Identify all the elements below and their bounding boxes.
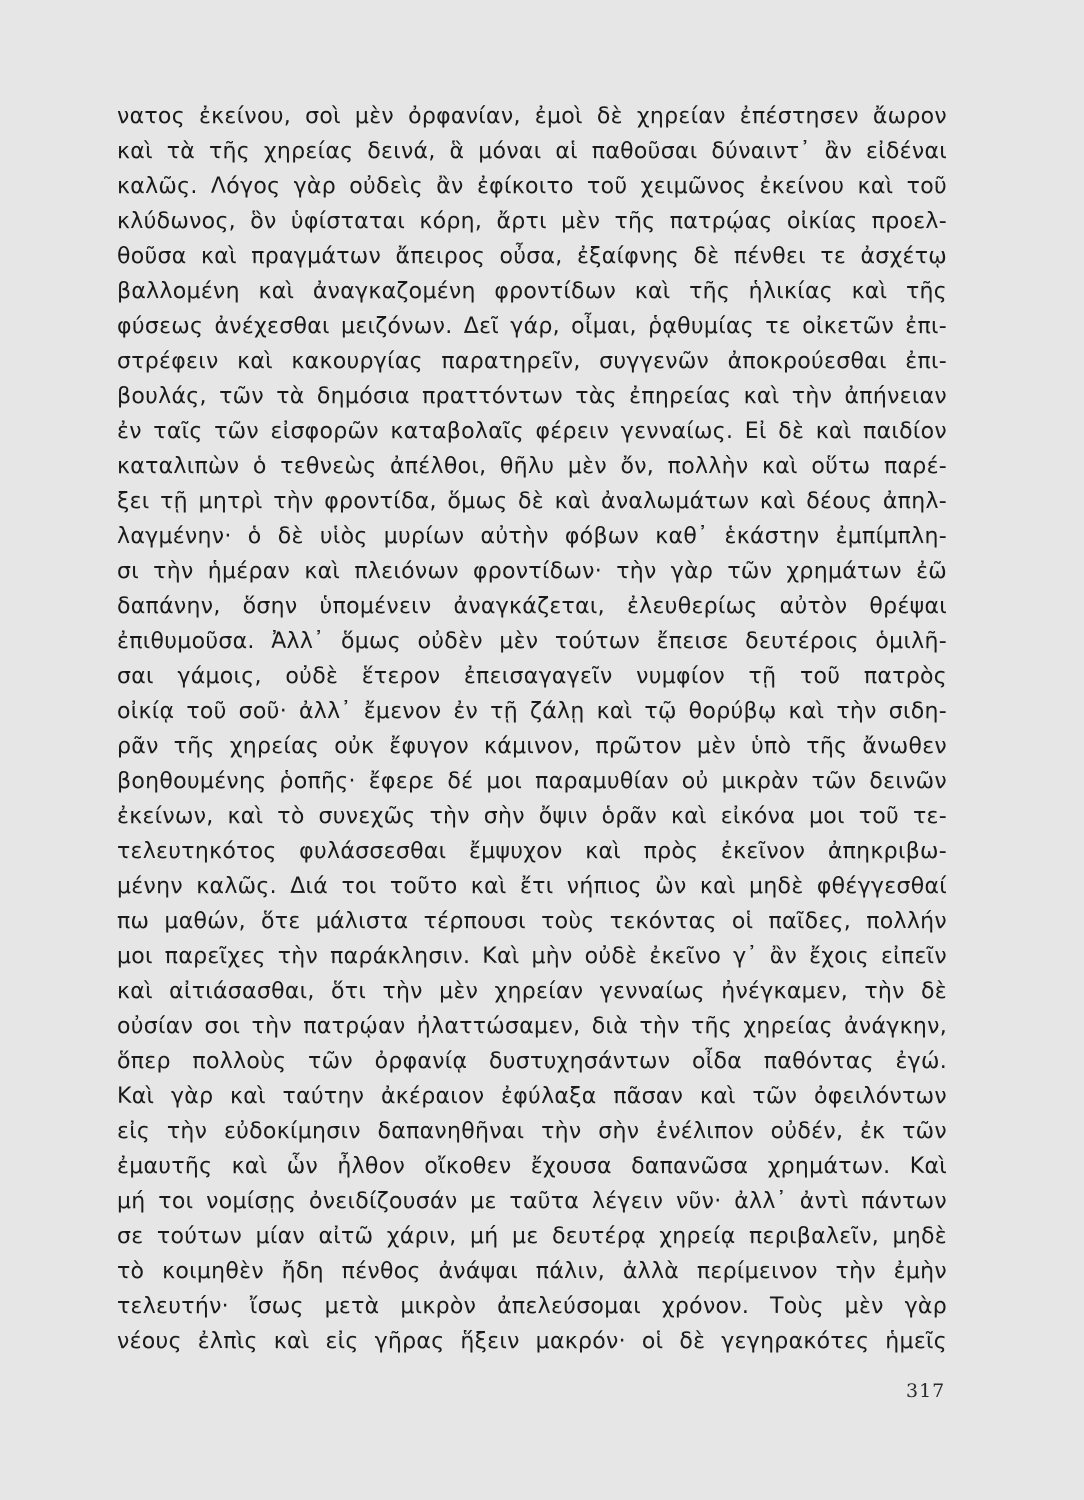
text-line: καὶ αἰτιάσασθαι, ὅτι τὴν μὲν χηρείαν γενναίως ἠνέγκαμεν, τὴν δὲ	[117, 979, 947, 1004]
text-line: νέους ἐλπὶς καὶ εἰς γῆρας ἥξειν μακρόν· οἱ δὲ γεγηρακότες ἡμεῖς	[117, 1329, 947, 1354]
text-line: ὅπερ πολλοὺς τῶν ὀρφανίᾳ δυστυχησάντων οἶδα παθόντας ἐγώ.	[117, 1049, 947, 1074]
text-line: καλῶς. Λόγος γὰρ οὐδεὶς ἂν ἐφίκοιτο τοῦ χειμῶνος ἐκείνου καὶ τοῦ	[117, 174, 947, 199]
text-line: οἰκίᾳ τοῦ σοῦ· ἀλλ᾽ ἔμενον ἐν τῇ ζάλῃ καὶ τῷ θορύβῳ καὶ τὴν σιδη-	[117, 699, 947, 724]
text-line: φύσεως ἀνέχεσθαι μειζόνων. Δεῖ γάρ, οἶμαι, ῥᾳθυμίας τε οἰκετῶν ἐπι-	[117, 314, 947, 339]
text-line: μένην καλῶς. Διά τοι τοῦτο καὶ ἔτι νήπιος ὢν καὶ μηδὲ φθέγγεσθαί	[117, 874, 947, 899]
text-line: τελευτήν· ἴσως μετὰ μικρὸν ἀπελεύσομαι χρόνον. Τοὺς μὲν γὰρ	[117, 1294, 947, 1319]
text-line: νατος ἐκείνου, σοὶ μὲν ὀρφανίαν, ἐμοὶ δὲ χηρείαν ἐπέστησεν ἄωρον	[117, 104, 947, 129]
text-line: μή τοι νομίσῃς ὀνειδίζουσάν με ταῦτα λέγειν νῦν· ἀλλ᾽ ἀντὶ πάντων	[117, 1189, 947, 1214]
text-line: ρᾶν τῆς χηρείας οὐκ ἔφυγον κάμινον, πρῶτον μὲν ὑπὸ τῆς ἄνωθεν	[117, 734, 947, 759]
text-line: οὐσίαν σοι τὴν πατρῴαν ἠλαττώσαμεν, διὰ τὴν τῆς χηρείας ἀνάγκην,	[117, 1014, 947, 1039]
text-line: κλύδωνος, ὃν ὑφίσταται κόρη, ἄρτι μὲν τῆς πατρῴας οἰκίας προελ-	[117, 209, 947, 234]
text-line: ἐμαυτῆς καὶ ὧν ἦλθον οἴκοθεν ἔχουσα δαπανῶσα χρημάτων. Καὶ	[117, 1154, 947, 1179]
text-line: στρέφειν καὶ κακουργίας παρατηρεῖν, συγγενῶν ἀποκρούεσθαι ἐπι-	[117, 349, 947, 374]
text-line: δαπάνην, ὅσην ὑπομένειν ἀναγκάζεται, ἐλευθερίως αὐτὸν θρέψαι	[117, 594, 947, 619]
text-line: σι τὴν ἡμέραν καὶ πλειόνων φροντίδων· τὴν γὰρ τῶν χρημάτων ἐῶ	[117, 559, 947, 584]
text-line: σε τούτων μίαν αἰτῶ χάριν, μή με δευτέρᾳ χηρείᾳ περιβαλεῖν, μηδὲ	[117, 1224, 947, 1249]
text-line: ἐκείνων, καὶ τὸ συνεχῶς τὴν σὴν ὄψιν ὁρᾶν καὶ εἰκόνα μοι τοῦ τε-	[117, 804, 947, 829]
text-line: θοῦσα καὶ πραγμάτων ἄπειρος οὖσα, ἐξαίφνης δὲ πένθει τε ἀσχέτῳ	[117, 244, 947, 269]
text-line: ξει τῇ μητρὶ τὴν φροντίδα, ὅμως δὲ καὶ ἀναλωμάτων καὶ δέους ἀπηλ-	[117, 489, 947, 514]
text-line: βουλάς, τῶν τὰ δημόσια πραττόντων τὰς ἐπηρείας καὶ τὴν ἀπήνειαν	[117, 384, 947, 409]
text-line: καταλιπὼν ὁ τεθνεὼς ἀπέλθοι, θῆλυ μὲν ὄν, πολλὴν καὶ οὕτω παρέ-	[117, 454, 947, 479]
text-line: σαι γάμοις, οὐδὲ ἕτερον ἐπεισαγαγεῖν νυμφίον τῇ τοῦ πατρὸς	[117, 664, 947, 689]
text-line: τελευτηκότος φυλάσσεσθαι ἔμψυχον καὶ πρὸς ἐκεῖνον ἀπηκριβω-	[117, 839, 947, 864]
text-line: ἐπιθυμοῦσα. Ἀλλ᾽ ὅμως οὐδὲν μὲν τούτων ἔπεισε δευτέροις ὁμιλῆ-	[117, 629, 947, 654]
page-number: 317	[906, 1380, 946, 1402]
text-line: πω μαθών, ὅτε μάλιστα τέρπουσι τοὺς τεκόντας οἱ παῖδες, πολλήν	[117, 909, 947, 934]
text-line: Καὶ γὰρ καὶ ταύτην ἀκέραιον ἐφύλαξα πᾶσαν καὶ τῶν ὀφειλόντων	[117, 1084, 947, 1109]
text-line: εἰς τὴν εὐδοκίμησιν δαπανηθῆναι τὴν σὴν ἐνέλιπον οὐδέν, ἐκ τῶν	[117, 1119, 947, 1144]
text-line: τὸ κοιμηθὲν ἤδη πένθος ἀνάψαι πάλιν, ἀλλὰ περίμεινον τὴν ἐμὴν	[117, 1259, 947, 1284]
text-line: βοηθουμένης ῥοπῆς· ἔφερε δέ μοι παραμυθίαν οὐ μικρὰν τῶν δεινῶν	[117, 769, 947, 794]
text-line: μοι παρεῖχες τὴν παράκλησιν. Καὶ μὴν οὐδὲ ἐκεῖνο γ᾽ ἂν ἔχοις εἰπεῖν	[117, 944, 947, 969]
text-line: ἐν ταῖς τῶν εἰσφορῶν καταβολαῖς φέρειν γενναίως. Εἰ δὲ καὶ παιδίον	[117, 419, 947, 444]
text-line: βαλλομένη καὶ ἀναγκαζομένη φροντίδων καὶ τῆς ἡλικίας καὶ τῆς	[117, 279, 947, 304]
text-line: λαγμένην· ὁ δὲ υἱὸς μυρίων αὐτὴν φόβων καθ᾽ ἑκάστην ἐμπίμπλη-	[117, 524, 947, 549]
text-line: καὶ τὰ τῆς χηρείας δεινά, ἃ μόναι αἱ παθοῦσαι δύναιντ᾽ ἂν εἰδέναι	[117, 139, 947, 164]
